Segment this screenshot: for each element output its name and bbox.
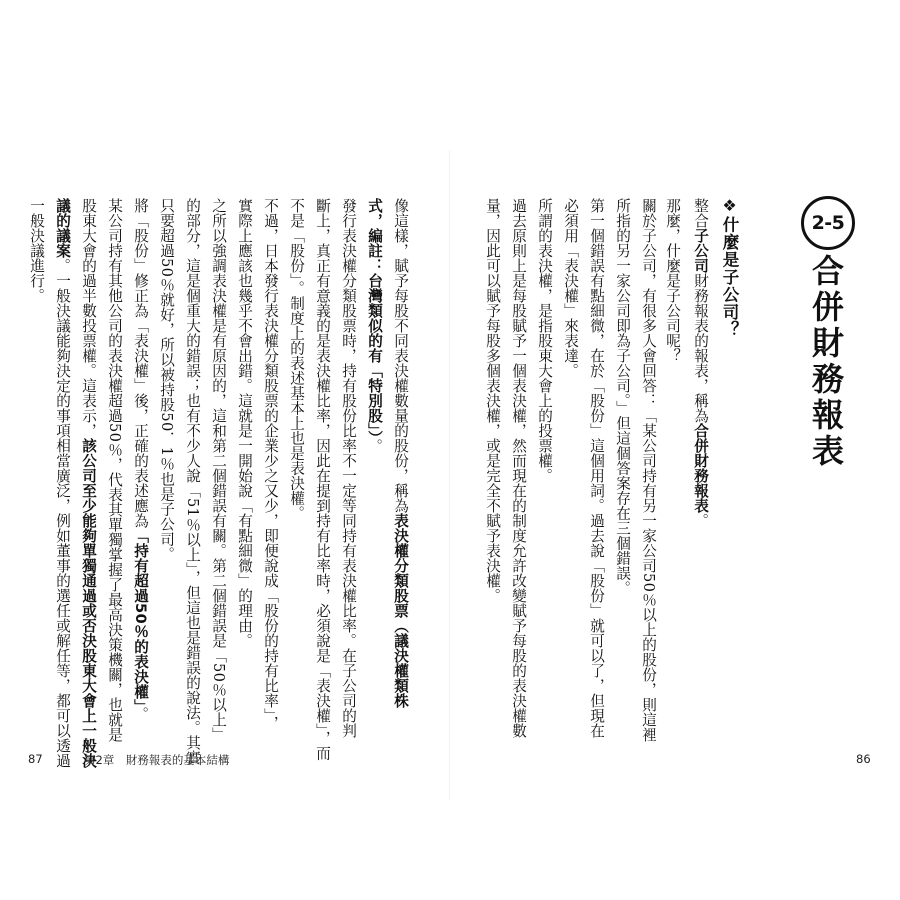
body-text: 關於子公司，有很多人會回答：「某公司持有另一家公司50％以上的股份，則這裡 xyxy=(640,198,657,743)
emphasis-text: 子公司 xyxy=(692,228,709,273)
text-column xyxy=(51,198,73,768)
text-column xyxy=(233,198,255,758)
page-number-right: 86 xyxy=(856,752,871,766)
text-column xyxy=(661,198,683,758)
text-column xyxy=(689,198,711,758)
body-text: 。一般決議能夠決定的事項相當廣泛，例如董事的選任或解任等，都可以透過 xyxy=(54,258,71,768)
section-number: 2-5 xyxy=(811,212,845,234)
text-column xyxy=(533,198,555,758)
emphasis-text: 該公司至少能夠單獨通過或否決股東大會上一般決 xyxy=(80,438,97,768)
text-column xyxy=(77,198,99,768)
text-column xyxy=(481,198,503,758)
text-column xyxy=(311,198,333,761)
body-text: 股東大會的過半數投票權。這表示， xyxy=(80,198,97,438)
text-column xyxy=(389,198,411,758)
text-column xyxy=(103,198,125,758)
body-text: 像這樣，賦予每股不同表決權數量的股份，稱為 xyxy=(392,198,409,513)
body-text: 量，因此可以賦予每股多個表決權，或是完全不賦予表決權。 xyxy=(484,198,501,603)
body-text: 不過，日本發行表決權分類股票的企業少之又少，即便說成「股份的持有比率」， xyxy=(262,198,279,731)
body-text: 一般決議進行。 xyxy=(28,198,45,303)
text-column xyxy=(363,198,385,758)
text-column xyxy=(337,198,359,758)
text-column xyxy=(559,198,581,758)
body-text: 將「股份」修正為「表決權」後，正確的表述應為 xyxy=(132,198,149,528)
emphasis-text: 「持有超過50％的表決權」 xyxy=(132,528,149,707)
body-text: 斷上，真正有意義的是表決權比率，因此在提到持有比率時，必須說是「表決權」，而 xyxy=(314,198,331,761)
section-number-badge xyxy=(801,196,855,250)
text-column xyxy=(611,198,633,758)
body-text: 第一個錯誤有點細微，在於「股份」這個用詞。過去說「股份」就可以了，但現在 xyxy=(588,198,605,738)
text-column xyxy=(585,198,607,758)
body-text: 過去原則上是每股賦予一個表決權，然而現在的制度允許改變賦予每股的表決權數 xyxy=(510,198,527,738)
body-text: 。 xyxy=(132,706,149,722)
text-column xyxy=(637,198,659,758)
subheading xyxy=(718,196,740,339)
body-text: 之所以強調表決權是有原因的，這和第二個錯誤有關。第二個錯誤是「50％以上」 xyxy=(210,198,227,743)
body-text: 。 xyxy=(366,438,383,454)
body-text: 所指的另一家公司即為子公司。」但這個答案存在三個錯誤。 xyxy=(614,198,631,596)
text-column xyxy=(285,198,307,758)
emphasis-text: 合併財務報表 xyxy=(692,423,709,513)
running-header: 第2章 財務報表的基本結構 xyxy=(84,753,230,767)
text-column xyxy=(207,198,229,758)
body-text: 。 xyxy=(692,513,709,528)
section-title: 合併財務報表 xyxy=(807,254,845,470)
emphasis-text: 表決權分類股票（議決權類株 xyxy=(392,513,409,708)
body-text: 不是「股份」。制度上的表述基本上也是表決權。 xyxy=(288,198,305,521)
body-text: 必須用「表決權」來表達。 xyxy=(562,198,579,378)
body-text: 實際上應該也幾乎不會出錯。這就是一開始說「有點細微」的理由。 xyxy=(236,198,253,648)
body-text: 某公司持有其他公司的表決權超過50％，代表其單獨掌握了最高決策機關，也就是 xyxy=(106,198,123,743)
text-column xyxy=(25,198,47,758)
diamond-icon: ❖ xyxy=(720,196,739,216)
text-column xyxy=(507,198,529,758)
text-column xyxy=(259,198,281,758)
page-number-left: 87 xyxy=(28,752,43,766)
body-text: 整合 xyxy=(692,198,709,228)
body-text: 的部分，這是個重大的錯誤；也有不少人說「51％以上」，但這也是錯誤的說法。其實 xyxy=(184,198,201,766)
text-column xyxy=(181,198,203,766)
emphasis-text: 式，編註：台灣類似的有「特別股」） xyxy=(366,198,383,439)
body-text: 財務報表的報表，稱為 xyxy=(692,273,709,423)
subheading-text: 什麼是子公司？ xyxy=(720,216,739,339)
body-text: 所謂的表決權，是指股東大會上的投票權。 xyxy=(536,198,553,483)
body-text: 只要超過50％就好，所以被持股50．1％也是子公司。 xyxy=(158,198,175,562)
text-column xyxy=(129,198,151,758)
body-text: 那麼，什麼是子公司呢？ xyxy=(664,198,681,363)
page-gutter xyxy=(449,150,450,800)
text-column xyxy=(155,198,177,758)
emphasis-text: 議的議案 xyxy=(54,198,71,258)
body-text: 發行表決權分類股票時，持有股份比率不一定等同持有表決權比率。在子公司的判 xyxy=(340,198,357,738)
